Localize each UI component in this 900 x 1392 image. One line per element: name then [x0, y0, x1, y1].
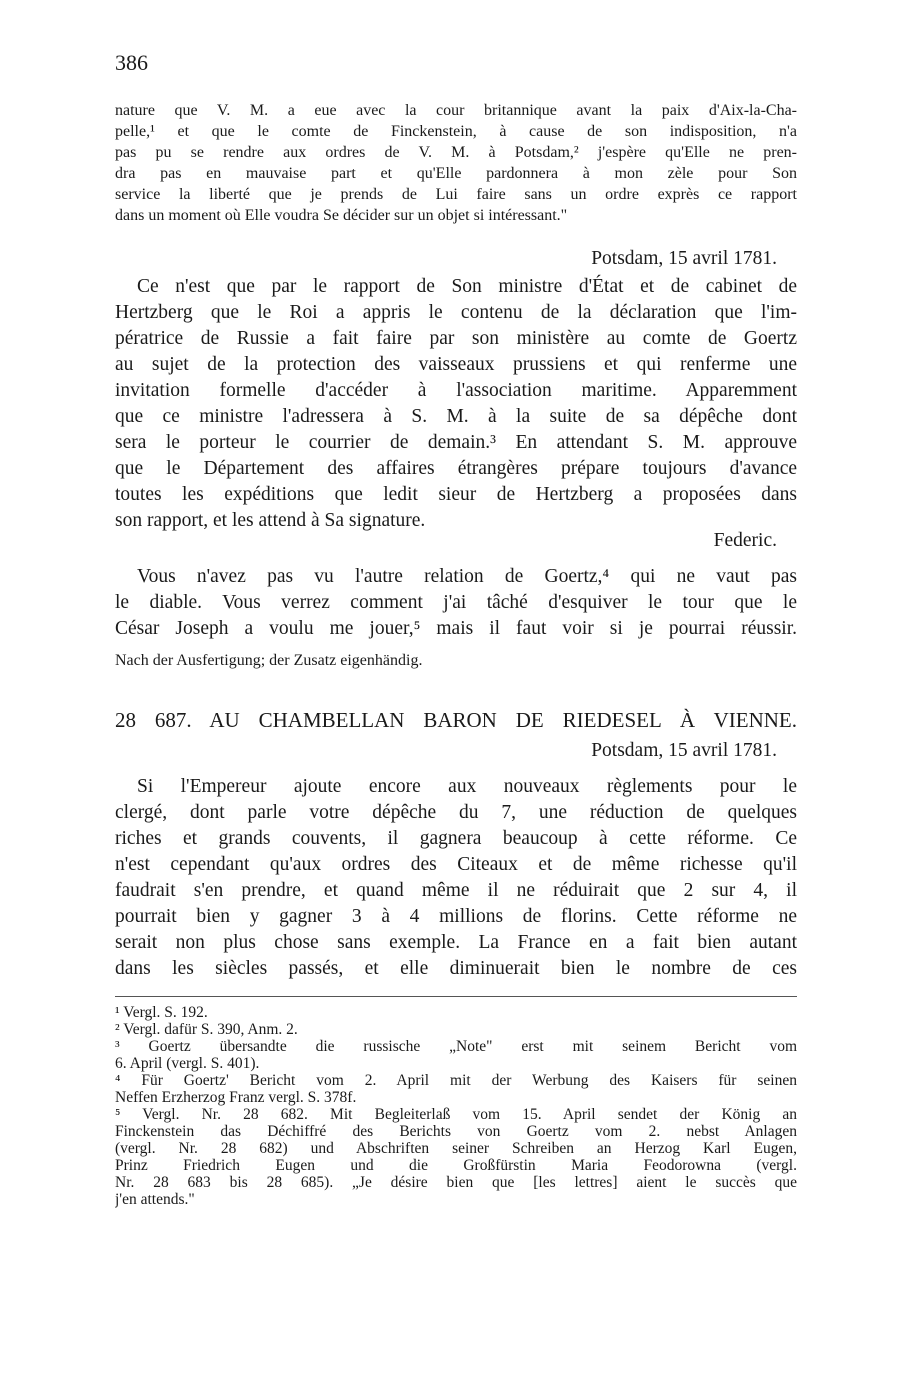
dateline: Potsdam, 15 avril 1781. — [591, 740, 777, 761]
text-line: riches et grands couvents, il gagnera beaucoup à cette réforme. Ce — [115, 828, 797, 849]
text-line: faudrait s'en prendre, et quand même il ne réduirait que 2 sur 4, il — [115, 880, 797, 901]
text-line: serait non plus chose sans exemple. La France en a fait bien autant — [115, 932, 797, 953]
section1-body — [115, 274, 797, 534]
footnote: (vergl. Nr. 28 682) und Abschriften seiner Schreiben an Herzog Karl Eugen, — [115, 1140, 797, 1157]
text-line: dans un moment où Elle voudra Se décider sur un objet si intéressant." — [115, 207, 568, 224]
text-line: César Joseph a voulu me jouer,⁵ mais il faut voir si je pourrai réussir. — [115, 618, 797, 639]
footnote: Prinz Friedrich Eugen und die Großfürstin Maria Feodorowna (vergl. — [115, 1157, 797, 1174]
text-line: n'est cependant qu'aux ordres des Citeaux et de même richesse qu'il — [115, 854, 797, 875]
footnote: Neffen Erzherzog Franz vergl. S. 378f. — [115, 1089, 357, 1106]
text-line: sera le porteur le courrier de demain.³ En attendant S. M. approuve — [115, 432, 797, 453]
letter-continuation — [115, 100, 797, 226]
text-line: toutes les expéditions que ledit sieur de Hertzberg a proposées dans — [115, 484, 797, 505]
footnote: Nr. 28 683 bis 28 685). „Je désire bien que [les lettres] aient le succès que — [115, 1174, 797, 1191]
text-line: service la liberté que je prends de Lui faire sans un ordre exprès ce rapport — [115, 186, 797, 203]
footnote-rule — [115, 996, 797, 997]
footnote: ⁴ Für Goertz' Bericht vom 2. April mit der Werbung des Kaisers für seinen — [115, 1072, 797, 1089]
document-heading: 28 687. AU CHAMBELLAN BARON DE RIEDESEL À VIENNE. — [115, 708, 797, 732]
text-line: Ce n'est que par le rapport de Son ministre d'État et de cabinet de — [137, 276, 797, 297]
text-line: Hertzberg que le Roi a appris le contenu de la déclaration que l'im- — [115, 302, 797, 323]
text-line: clergé, dont parle votre dépêche du 7, une réduction de quelques — [115, 802, 797, 823]
footnote: ¹ Vergl. S. 192. — [115, 1004, 208, 1021]
footnotes — [115, 1004, 797, 1208]
text-line: pératrice de Russie a fait faire par son ministère au comte de Goertz — [115, 328, 797, 349]
text-line: le diable. Vous verrez comment j'ai tâché d'esquiver le tour que le — [115, 592, 797, 613]
text-line: que ce ministre l'adressera à S. M. à la suite de sa dépêche dont — [115, 406, 797, 427]
text-line: Vous n'avez pas vu l'autre relation de Goertz,⁴ qui ne vaut pas — [137, 566, 797, 587]
text-line: Si l'Empereur ajoute encore aux nouveaux règlements pour le — [137, 776, 797, 797]
page-number: 386 — [115, 50, 148, 75]
text-line: son rapport, et les attend à Sa signature. — [115, 510, 426, 531]
footnote: j'en attends." — [115, 1191, 195, 1208]
footnote: ³ Goertz übersandte die russische „Note" erst mit seinem Bericht vom — [115, 1038, 797, 1055]
footnote: ² Vergl. dafür S. 390, Anm. 2. — [115, 1021, 298, 1038]
text-line: invitation formelle d'accéder à l'association maritime. Apparemment — [115, 380, 797, 401]
footnote: 6. April (vergl. S. 401). — [115, 1055, 260, 1072]
text-line: que le Département des affaires étrangères prépare toujours d'avance — [115, 458, 797, 479]
footnote: ⁵ Vergl. Nr. 28 682. Mit Begleiterlaß vom 15. April sendet der König an — [115, 1106, 797, 1123]
postscript — [115, 564, 797, 642]
text-line: pelle,¹ et que le comte de Finckenstein, à cause de son indisposition, n'a — [115, 123, 797, 140]
source-note: Nach der Ausfertigung; der Zusatz eigenhändig. — [115, 652, 423, 669]
section2-body — [115, 774, 797, 982]
text-line: au sujet de la protection des vaisseaux prussiens et qui renferme une — [115, 354, 797, 375]
dateline: Potsdam, 15 avril 1781. — [591, 248, 777, 269]
text-line: pas pu se rendre aux ordres de V. M. à Potsdam,² j'espère qu'Elle ne pren- — [115, 144, 797, 161]
text-line: nature que V. M. a eue avec la cour britannique avant la paix d'Aix-la-Cha- — [115, 102, 797, 119]
signature: Federic. — [713, 530, 777, 551]
footnote: Finckenstein das Déchiffré des Berichts von Goertz vom 2. nebst Anlagen — [115, 1123, 797, 1140]
text-line: dans les siècles passés, et elle diminuerait bien le nombre de ces — [115, 958, 797, 979]
document-page — [115, 0, 797, 1392]
text-line: pourrait bien y gagner 3 à 4 millions de florins. Cette réforme ne — [115, 906, 797, 927]
text-line: dra pas en mauvaise part et qu'Elle pardonnera à mon zèle pour Son — [115, 165, 797, 182]
